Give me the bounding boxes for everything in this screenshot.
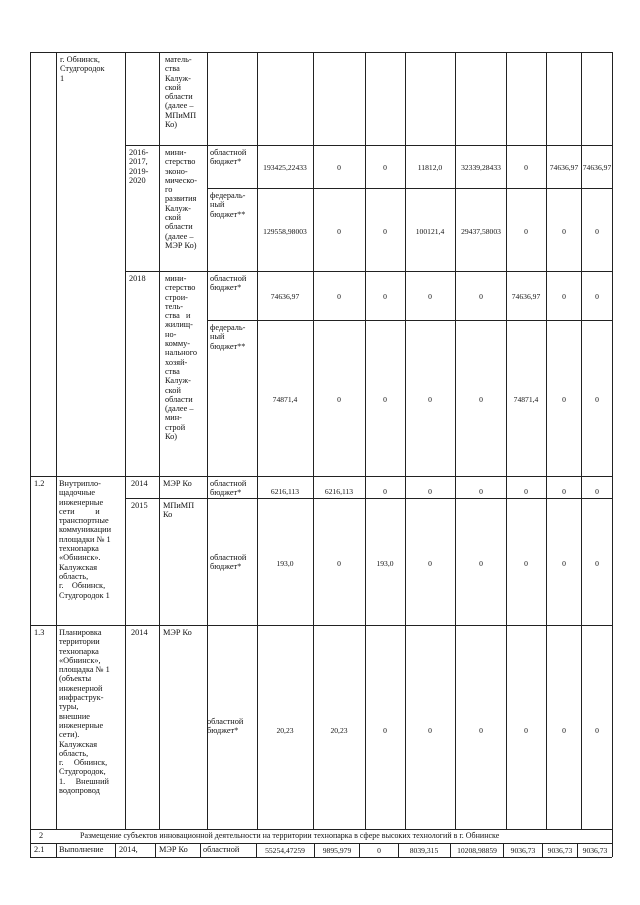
rule-2016-start xyxy=(125,145,612,146)
value-cell: 0 xyxy=(524,487,528,496)
section-title-2: Размещение субъектов инновационной деятельности на территории технопарка в сфере высоких технологий в г. Обнинске xyxy=(80,831,500,840)
col-year-exec-2-1 xyxy=(155,843,156,857)
col-v3-2-1 xyxy=(398,843,399,857)
value-cell: 0 xyxy=(562,292,566,301)
value-cell: 0 xyxy=(479,292,483,301)
source-regional: областной бюджет* xyxy=(210,274,247,293)
rule-1-2-start xyxy=(30,476,612,477)
col-v4 xyxy=(455,52,456,829)
value-cell: 0 xyxy=(595,559,599,568)
source-regional: областной бюджет* xyxy=(207,717,244,736)
value-cell: 0 xyxy=(562,726,566,735)
value-cell: 0 xyxy=(595,395,599,404)
col-year-exec xyxy=(159,52,160,829)
value-cell: 0 xyxy=(479,559,483,568)
value-cell: 0 xyxy=(428,726,432,735)
value-cell: 0 xyxy=(562,487,566,496)
value-cell: 193,0 xyxy=(276,559,294,568)
source-regional: областной бюджет* xyxy=(210,479,247,498)
source-regional: областной бюджет* xyxy=(210,148,247,167)
executor-minstroy: мини- стерство строи- тель- ства и жилищ- но- комму- нального хозяй- ства Калуж- ской области (далее – мин- строй Ко) xyxy=(165,274,198,442)
value-cell: 9036,73 xyxy=(510,846,536,855)
value-cell: 0 xyxy=(595,292,599,301)
value-cell: 74636,97 xyxy=(511,292,541,301)
rule-1-3-start xyxy=(30,625,612,626)
col-num-name xyxy=(56,52,57,829)
col-name-year-2-1 xyxy=(115,843,116,857)
value-cell: 193425,22433 xyxy=(263,163,307,172)
value-cell: 0 xyxy=(595,227,599,236)
col-v5-2-1 xyxy=(503,843,504,857)
value-cell: 0 xyxy=(383,487,387,496)
col-v1-2-1 xyxy=(314,843,315,857)
value-cell: 0 xyxy=(337,559,341,568)
value-cell: 0 xyxy=(428,292,432,301)
col-v1 xyxy=(313,52,314,829)
value-cell: 32339,28433 xyxy=(461,163,501,172)
value-cell: 6216,113 xyxy=(270,487,300,496)
executor-mer: МЭР Ко xyxy=(163,479,192,488)
rule-2018-start xyxy=(125,271,612,272)
value-cell: 0 xyxy=(524,163,528,172)
col-exec-src-2-1 xyxy=(200,843,201,857)
value-cell: 0 xyxy=(595,726,599,735)
value-cell: 8039,315 xyxy=(409,846,439,855)
col-num-name-2-1 xyxy=(56,843,57,857)
years-2016-2020: 2016- 2017, 2019- 2020 xyxy=(129,148,149,185)
value-cell: 55254,47259 xyxy=(265,846,305,855)
value-cell: 0 xyxy=(428,395,432,404)
col-name-year xyxy=(125,52,126,829)
source-federal: федераль- ный бюджет** xyxy=(210,323,246,351)
rule-bottom xyxy=(30,857,612,858)
col-v4-2-1 xyxy=(450,843,451,857)
value-cell: 100121,4 xyxy=(415,227,445,236)
col-v5 xyxy=(506,52,507,829)
col-right-edge xyxy=(612,52,613,857)
item-name-1-3: Планировка территории технопарка «Обнинск», площадка № 1 (объекты инженерной инфраструк- туры, внешние инженерные сети). Калужская область, г. Обнинск, Студгородок, 1. Внешний водопровод xyxy=(59,628,110,796)
value-cell: 0 xyxy=(383,395,387,404)
rule-2-1 xyxy=(30,843,612,844)
rule-2018-fed xyxy=(207,320,612,321)
value-cell: 0 xyxy=(595,487,599,496)
col-v6-2-1 xyxy=(542,843,543,857)
value-cell: 0 xyxy=(524,726,528,735)
value-cell: 74871,4 xyxy=(272,395,298,404)
value-cell: 0 xyxy=(479,726,483,735)
value-cell: 0 xyxy=(479,395,483,404)
item-name-2-1: Выполнение xyxy=(59,845,104,854)
value-cell: 0 xyxy=(337,227,341,236)
source-regional: областной xyxy=(203,845,240,854)
executor-mpimp: МПиМП Ко xyxy=(163,501,195,520)
years-2-1: 2014, xyxy=(119,845,138,854)
rule-2016-fed xyxy=(207,188,612,189)
value-cell: 29437,58003 xyxy=(461,227,501,236)
col-v2-2-1 xyxy=(359,843,360,857)
item-name-1-2: Внутрипло- щадочные инженерные сети и транспортные коммуникации площадки № 1 технопарка «Обнинск». Калужская область, г. Обнинск, Студгородок 1 xyxy=(59,479,112,600)
executor-mer: МЭР Ко xyxy=(163,628,192,637)
source-federal: федераль- ный бюджет** xyxy=(210,191,246,219)
rule-1-2-2015 xyxy=(125,498,612,499)
value-cell: 11812,0 xyxy=(417,163,443,172)
value-cell: 0 xyxy=(562,227,566,236)
year-2014: 2014 xyxy=(131,628,148,637)
source-regional: областной бюджет* xyxy=(210,553,247,572)
col-v2 xyxy=(365,52,366,829)
object-location: г. Обнинск, Студгородок 1 xyxy=(60,55,105,83)
value-cell: 0 xyxy=(428,559,432,568)
value-cell: 74636,97 xyxy=(270,292,300,301)
value-cell: 0 xyxy=(383,227,387,236)
value-cell: 9895,979 xyxy=(322,846,352,855)
col-v6 xyxy=(546,52,547,829)
value-cell: 0 xyxy=(524,559,528,568)
value-cell: 0 xyxy=(337,395,341,404)
value-cell: 74871,4 xyxy=(513,395,539,404)
item-number-2-1: 2.1 xyxy=(34,845,45,854)
year-2015: 2015 xyxy=(131,501,148,510)
value-cell: 193,0 xyxy=(376,559,394,568)
year-2018: 2018 xyxy=(129,274,146,283)
value-cell: 9036,73 xyxy=(547,846,573,855)
value-cell: 20,23 xyxy=(330,726,348,735)
col-left-edge xyxy=(30,52,31,857)
item-number-1-3: 1.3 xyxy=(34,628,45,637)
value-cell: 0 xyxy=(524,227,528,236)
rule-top xyxy=(30,52,612,53)
section-number-2: 2 xyxy=(39,831,44,840)
value-cell: 0 xyxy=(337,163,341,172)
value-cell: 74636,97 xyxy=(549,163,579,172)
col-v7-2-1 xyxy=(577,843,578,857)
value-cell: 0 xyxy=(377,846,381,855)
col-v3 xyxy=(405,52,406,829)
item-number-1-2: 1.2 xyxy=(34,479,45,488)
year-2014: 2014 xyxy=(131,479,148,488)
executor-mer: мини- стерство эконо- мическо- го развития Калуж- ской области (далее – МЭР Ко) xyxy=(165,148,197,250)
value-cell: 10208,98859 xyxy=(457,846,497,855)
value-cell: 0 xyxy=(337,292,341,301)
value-cell: 0 xyxy=(383,163,387,172)
value-cell: 20,23 xyxy=(276,726,294,735)
value-cell: 0 xyxy=(562,395,566,404)
value-cell: 0 xyxy=(383,292,387,301)
rule-section-2 xyxy=(30,829,612,830)
value-cell: 129558,98003 xyxy=(263,227,307,236)
executor-mpimp: матель- ства Калуж- ской области (далее – МПиМП Ко) xyxy=(165,55,197,130)
col-src-total xyxy=(257,52,258,829)
value-cell: 0 xyxy=(562,559,566,568)
col-src-total-2-1 xyxy=(256,843,257,857)
col-exec-src xyxy=(207,52,208,829)
value-cell: 0 xyxy=(383,726,387,735)
value-cell: 74636,97 xyxy=(582,163,612,172)
executor-mer: МЭР Ко xyxy=(159,845,188,854)
value-cell: 0 xyxy=(428,487,432,496)
value-cell: 6216,113 xyxy=(324,487,354,496)
value-cell: 9036,73 xyxy=(582,846,608,855)
value-cell: 0 xyxy=(479,487,483,496)
